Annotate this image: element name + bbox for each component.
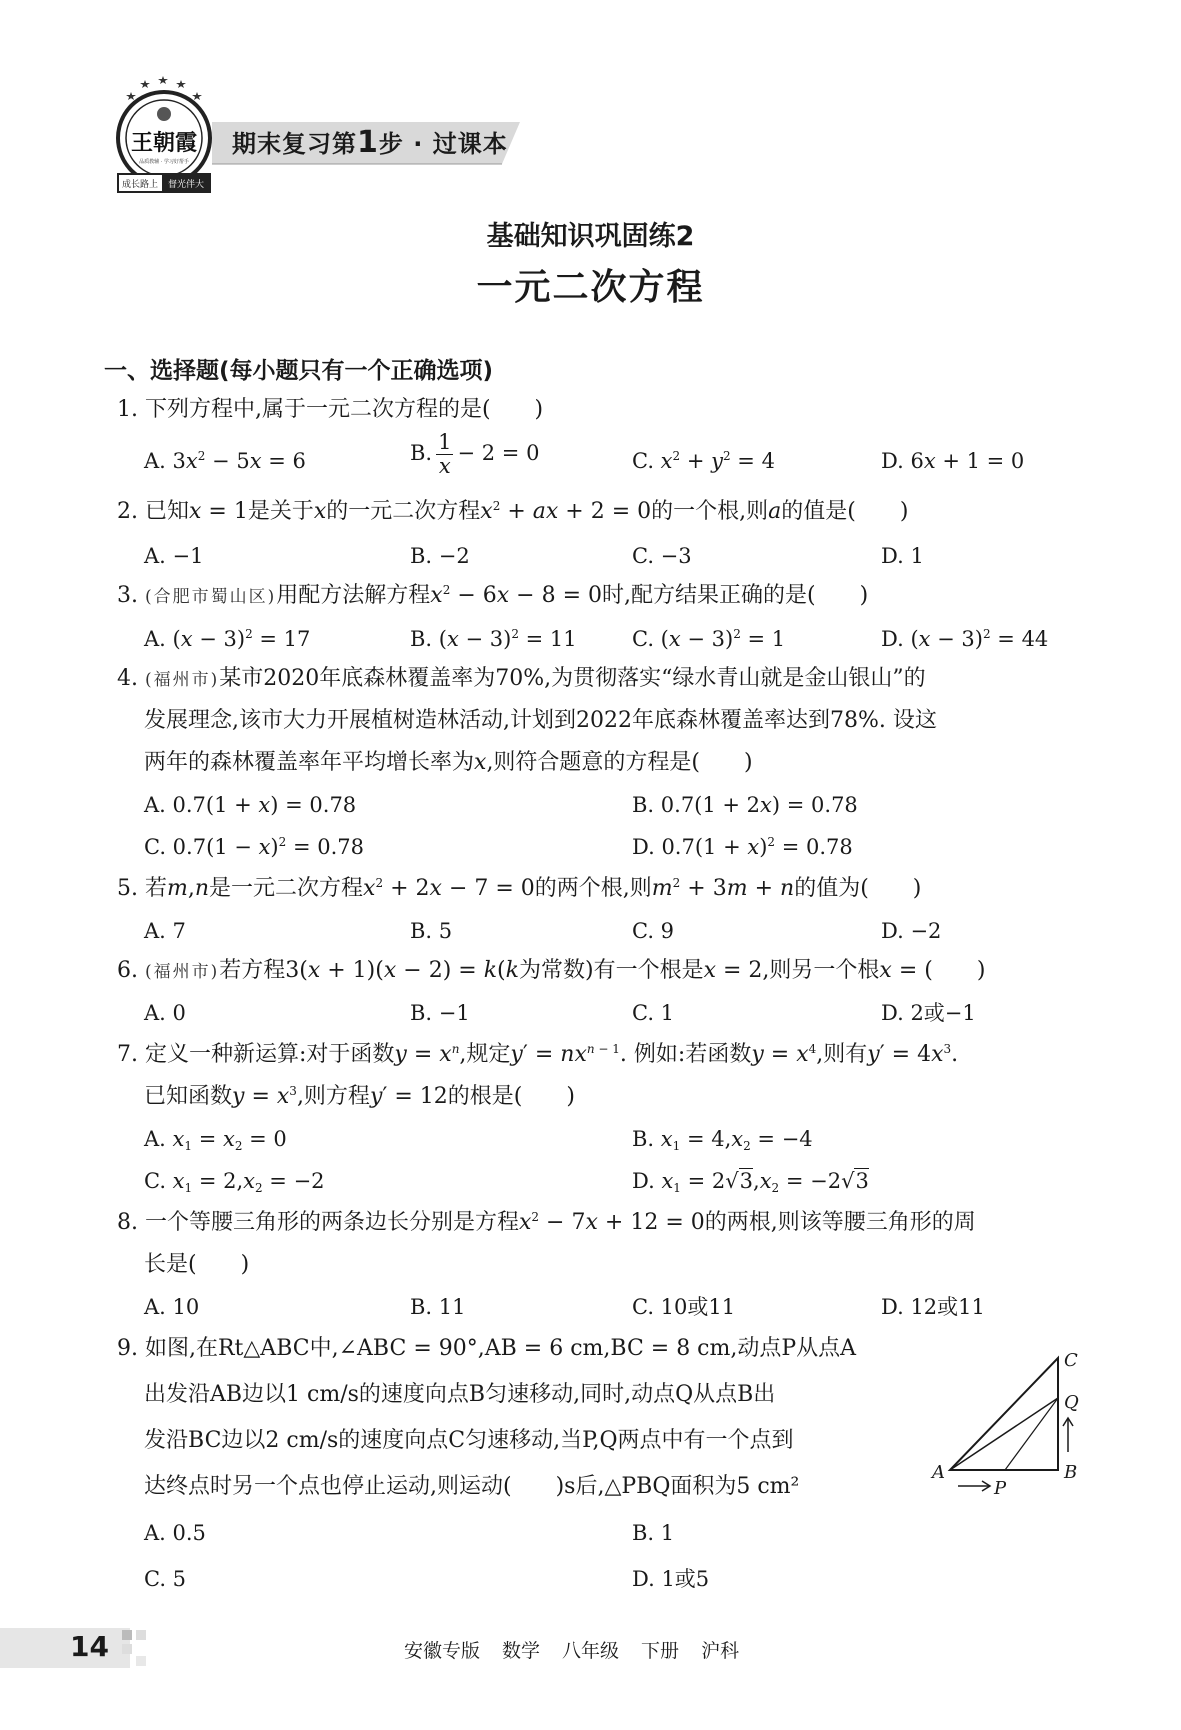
q8-option-c: C. 10或11 — [632, 1295, 736, 1319]
question-4-stem-2: 发展理念,该市大力开展植树造林活动,计划到2022年底森林覆盖率达到78%. 设这 — [144, 708, 937, 733]
brand-text: 王朝霞 — [130, 130, 198, 156]
q4-option-c: C. $0.7(1 - x)^2 = 0.78$ — [144, 835, 364, 859]
q2-option-c: C. −3 — [632, 544, 692, 568]
q5-option-c: C. 9 — [632, 919, 675, 943]
q3-option-b: B. $(x - 3)^2 = 11$ — [410, 627, 577, 651]
label-c: C — [1064, 1350, 1078, 1371]
question-9-stem-2: 出发沿AB边以1 cm/s的速度向点B匀速移动,同时,动点Q从点B出 — [144, 1382, 776, 1407]
q2-option-a: A. −1 — [144, 544, 204, 568]
footer-edition: 安徽专版 — [404, 1640, 481, 1662]
q4-option-d: D. $0.7(1 + x)^2 = 0.78$ — [632, 835, 853, 859]
q5-option-d: D. −2 — [881, 919, 942, 943]
question-8-stem-2: 长是( ) — [144, 1252, 250, 1277]
q2-option-b: B. −2 — [410, 544, 470, 568]
q3-option-a: A. $(x - 3)^2 = 17$ — [144, 627, 311, 651]
triangle-figure — [930, 1342, 1080, 1502]
q8-option-d: D. 12或11 — [881, 1295, 985, 1319]
segment-pq — [1005, 1398, 1058, 1470]
q1-option-d: D. 6x + 1 = 0 — [881, 449, 1025, 473]
segment-aq — [950, 1398, 1058, 1470]
q6-option-c: C. 1 — [632, 1001, 675, 1025]
page-title: 基础知识巩固练2 — [486, 221, 695, 252]
question-1-stem: 1. 下列方程中,属于一元二次方程的是( ) — [117, 397, 544, 422]
question-9-stem-4: 达终点时另一个点也停止运动,则运动( )s后,△PBQ面积为5 cm² — [144, 1474, 800, 1499]
svg-text:成长路上: 成长路上 — [121, 180, 159, 190]
q8-option-a: A. 10 — [144, 1295, 200, 1319]
q9-option-d: D. 1或5 — [632, 1567, 710, 1591]
q5-option-b: B. 5 — [410, 919, 453, 943]
page-number: 14 — [70, 1630, 109, 1663]
footer-info — [404, 1636, 761, 1663]
question-4-stem-1: 4. (福州市)某市2020年底森林覆盖率为70%,为贯彻落实“绿水青山就是金山银山”的 — [117, 666, 926, 691]
q6-option-a: A. 0 — [144, 1001, 186, 1025]
q3-option-c: C. $(x - 3)^2 = 1$ — [632, 627, 786, 651]
q9-option-b: B. 1 — [632, 1521, 675, 1545]
q9-option-a: A. 0.5 — [144, 1521, 206, 1545]
q7-option-a: A. $x_1 = x_2 = 0$ — [144, 1127, 287, 1153]
footer-publisher: 沪科 — [701, 1640, 740, 1662]
question-8-stem-1: 8. 一个等腰三角形的两条边长分别是方程$x^2 - 7x + 12 = 0$的两根,则该等腰三角形的周 — [117, 1210, 976, 1235]
q7-option-b: B. $x_1 = 4,x_2 = -4$ — [632, 1127, 813, 1153]
question-3-stem: 3. (合肥市蜀山区)用配方法解方程$x^2 - 6x - 8 = 0$时,配方结果正确的是( ) — [117, 583, 869, 608]
question-4-stem-3: 两年的森林覆盖率年平均增长率为x,则符合题意的方程是( ) — [144, 750, 753, 775]
question-7-stem-1: 7. 定义一种新运算:对于函数$y = x^n$,规定$y' = nx^{n - 1}$. 例如:若函数$y = x^4$,则有$y' = 4x^3$. — [117, 1042, 959, 1067]
question-9-stem-1: 9. 如图,在Rt△ABC中,∠ABC = 90°,AB = 6 cm,BC = 8 cm,动点P从点A — [117, 1336, 857, 1361]
footer-squares — [122, 1628, 152, 1668]
q1-option-a: A. $3x^2 - 5x = 6$ — [144, 449, 306, 473]
q4-option-a: A. 0.7(1 + x) = 0.78 — [144, 793, 357, 817]
triangle-abc — [950, 1358, 1058, 1470]
svg-text:品质教辅 · 学习好帮手: 品质教辅 · 学习好帮手 — [139, 159, 189, 165]
q6-option-b: B. −1 — [410, 1001, 470, 1025]
q6-option-d: D. 2或−1 — [881, 1001, 976, 1025]
header-banner-text: 期末复习第1步 · 过课本 — [232, 125, 508, 160]
footer-bar — [0, 1628, 130, 1668]
question-2-stem: 2. 已知x = 1是关于x的一元二次方程$x^2$ + ax + 2 = 0的一个根,则a的值是( ) — [117, 499, 909, 524]
label-a: A — [932, 1462, 945, 1483]
question-9-stem-3: 发沿BC边以2 cm/s的速度向点C匀速移动,当P,Q两点中有一个点到 — [144, 1428, 794, 1453]
footer-subject: 数学 — [502, 1640, 541, 1662]
page-subtitle: 一元二次方程 — [476, 267, 705, 308]
question-5-stem: 5. 若m,n是一元二次方程$x^2 + 2x - 7 = 0$的两个根,则$m^2 + 3m + n$的值为( ) — [117, 876, 922, 901]
q1-option-c: C. $x^2 + y^2 = 4$ — [632, 449, 775, 473]
label-p: P — [994, 1478, 1007, 1499]
q2-option-d: D. 1 — [881, 544, 924, 568]
q1-option-b: B. $\frac{1}{x}$ − 2 = 0 — [410, 430, 540, 479]
section-heading: 一、选择题(每小题只有一个正确选项) — [104, 358, 494, 384]
footer-term: 下册 — [641, 1640, 680, 1662]
svg-text:督光伴大: 督光伴大 — [167, 180, 205, 190]
q3-option-d: D. $(x - 3)^2 = 44$ — [881, 627, 1049, 651]
q7-option-d: D. $x_1 = 2√3,x_2 = -2√3$ — [632, 1169, 869, 1195]
q4-option-b: B. 0.7(1 + 2x) = 0.78 — [632, 793, 858, 817]
question-6-stem: 6. (福州市)若方程3(x + 1)(x − 2) = k(k为常数)有一个根是x = 2,则另一个根x = ( ) — [117, 958, 986, 983]
footer-grade: 八年级 — [562, 1640, 620, 1662]
label-q: Q — [1064, 1392, 1079, 1413]
q7-option-c: C. $x_1 = 2,x_2 = -2$ — [144, 1169, 325, 1195]
q8-option-b: B. 11 — [410, 1295, 466, 1319]
label-b: B — [1064, 1462, 1078, 1483]
q5-option-a: A. 7 — [144, 919, 186, 943]
question-7-stem-2: 已知函数$y = x^3$,则方程y′ = 12的根是( ) — [144, 1084, 575, 1109]
brand-badge-logo — [108, 70, 220, 198]
q9-option-c: C. 5 — [144, 1567, 187, 1591]
